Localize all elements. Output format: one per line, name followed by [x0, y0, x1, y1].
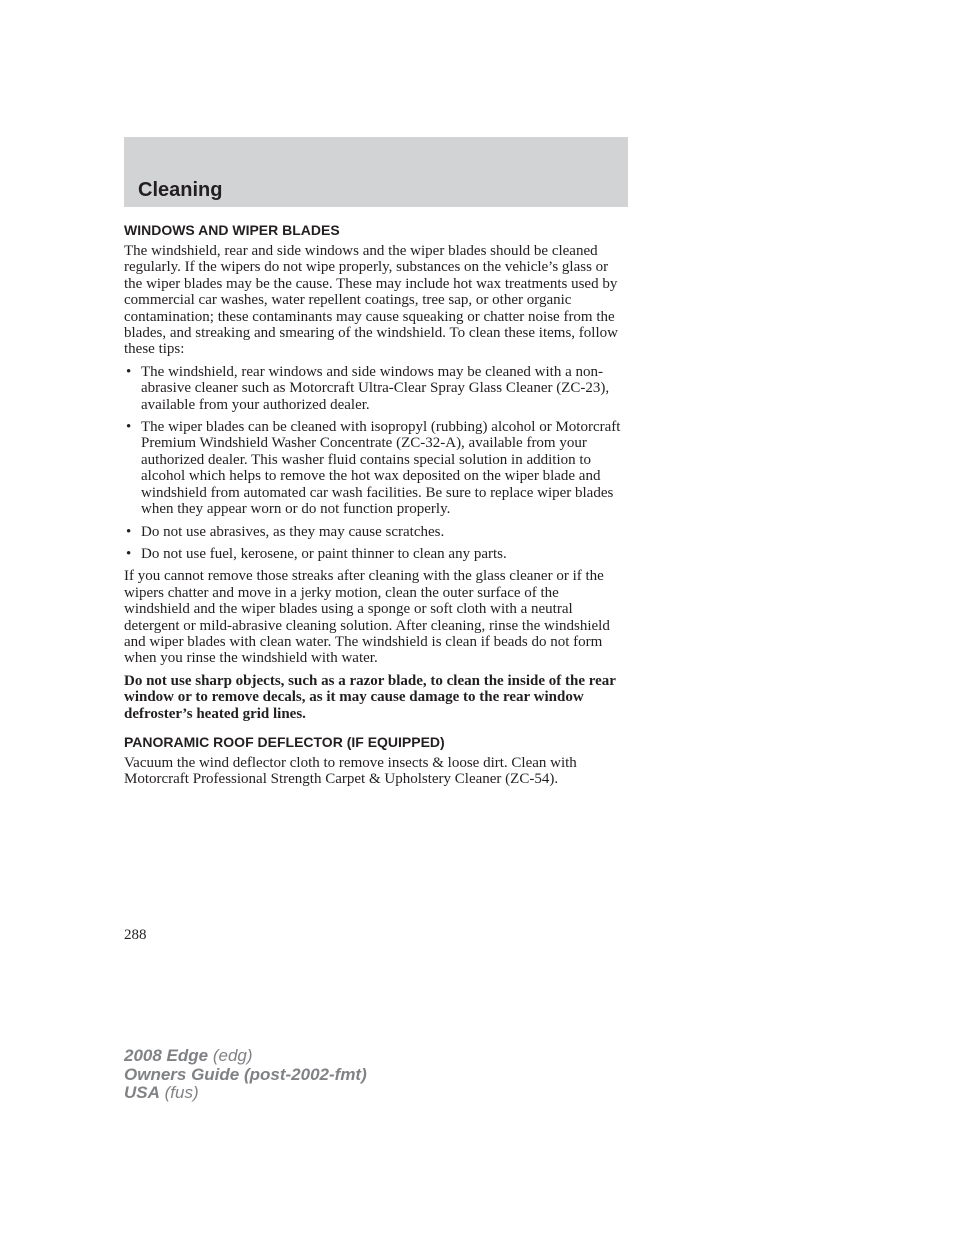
bullet-icon: • — [126, 363, 132, 380]
roof-deflector-heading: PANORAMIC ROOF DEFLECTOR (IF EQUIPPED) — [124, 733, 445, 750]
footer-model-code: (edg) — [208, 1046, 253, 1065]
list-item-text: Do not use fuel, kerosene, or paint thinner to clean any parts. — [141, 545, 507, 562]
cleaning-tips-list — [124, 364, 628, 562]
windows-followup-paragraph: If you cannot remove those streaks after cleaning with the glass cleaner or if the wipers chatter and move in a jerky motion, clean the outer surface of the windshield and the wiper blades using a sponge or soft cloth with a neutral detergent or mild-abrasive cleaning solution. After cleaning, rinse the windshield and wiper blades with clean water. The windshield is clean if beads do not form when you rinse the windshield with water. — [124, 568, 610, 667]
list-item — [124, 546, 628, 562]
footer-model-line — [124, 1047, 367, 1066]
footer-guide-line — [124, 1066, 367, 1085]
page-content — [124, 220, 628, 788]
footer-guide: Owners Guide (post-2002-fmt) — [124, 1064, 367, 1084]
list-item-text: The wiper blades can be cleaned with isopropyl (rubbing) alcohol or Motorcraft Premium Windshield Washer Concentrate (ZC-32-A), available from your authorized dealer. This washer fluid contains special solution in addition to alcohol which helps to remove the hot wax deposited on the wiper blade and windshield from automated car wash facilities. Be sure to replace wiper blades when they appear worn or do not function properly. — [141, 419, 621, 518]
bullet-icon: • — [126, 545, 132, 562]
list-item-text: Do not use abrasives, as they may cause scratches. — [141, 523, 445, 540]
list-item — [124, 524, 628, 540]
windows-intro-paragraph: The windshield, rear and side windows and the wiper blades should be cleaned regularly. If the wipers do not wipe properly, substances on the vehicle’s glass or the wiper blades may be the cause. These may include hot wax treatments used by commercial car washes, water repellent coatings, tree sap, or other organic contamination; these contaminants may cause squeaking or chatter noise from the blades, and streaking and smearing of the windshield. To clean these items, follow these tips: — [124, 243, 618, 358]
list-item-text: The windshield, rear windows and side windows may be cleaned with a non-abrasive cleaner such as Motorcraft Ultra-Clear Spray Glass Cleaner (ZC-23), available from your authorized dealer. — [141, 363, 610, 413]
document-footer — [124, 1047, 367, 1103]
list-item — [124, 364, 628, 413]
list-item — [124, 419, 628, 517]
windows-wiper-heading: WINDOWS AND WIPER BLADES — [124, 222, 340, 238]
roof-deflector-paragraph: Vacuum the wind deflector cloth to remove insects & loose dirt. Clean with Motorcraft Professional Strength Carpet & Upholstery Cleaner (ZC-54). — [124, 754, 577, 788]
section-header-band — [124, 137, 628, 207]
footer-market-line — [124, 1084, 367, 1103]
bullet-icon: • — [126, 419, 132, 436]
rear-window-warning: Do not use sharp objects, such as a razor blade, to clean the inside of the rear window or to remove decals, as it may cause damage to the rear window defroster’s heated grid lines. — [124, 672, 616, 722]
footer-market: USA — [124, 1083, 160, 1102]
footer-market-code: (fus) — [159, 1083, 199, 1102]
section-title: Cleaning — [138, 179, 223, 201]
page-number: 288 — [124, 927, 147, 943]
footer-model: 2008 Edge — [124, 1046, 209, 1065]
bullet-icon: • — [126, 523, 132, 540]
